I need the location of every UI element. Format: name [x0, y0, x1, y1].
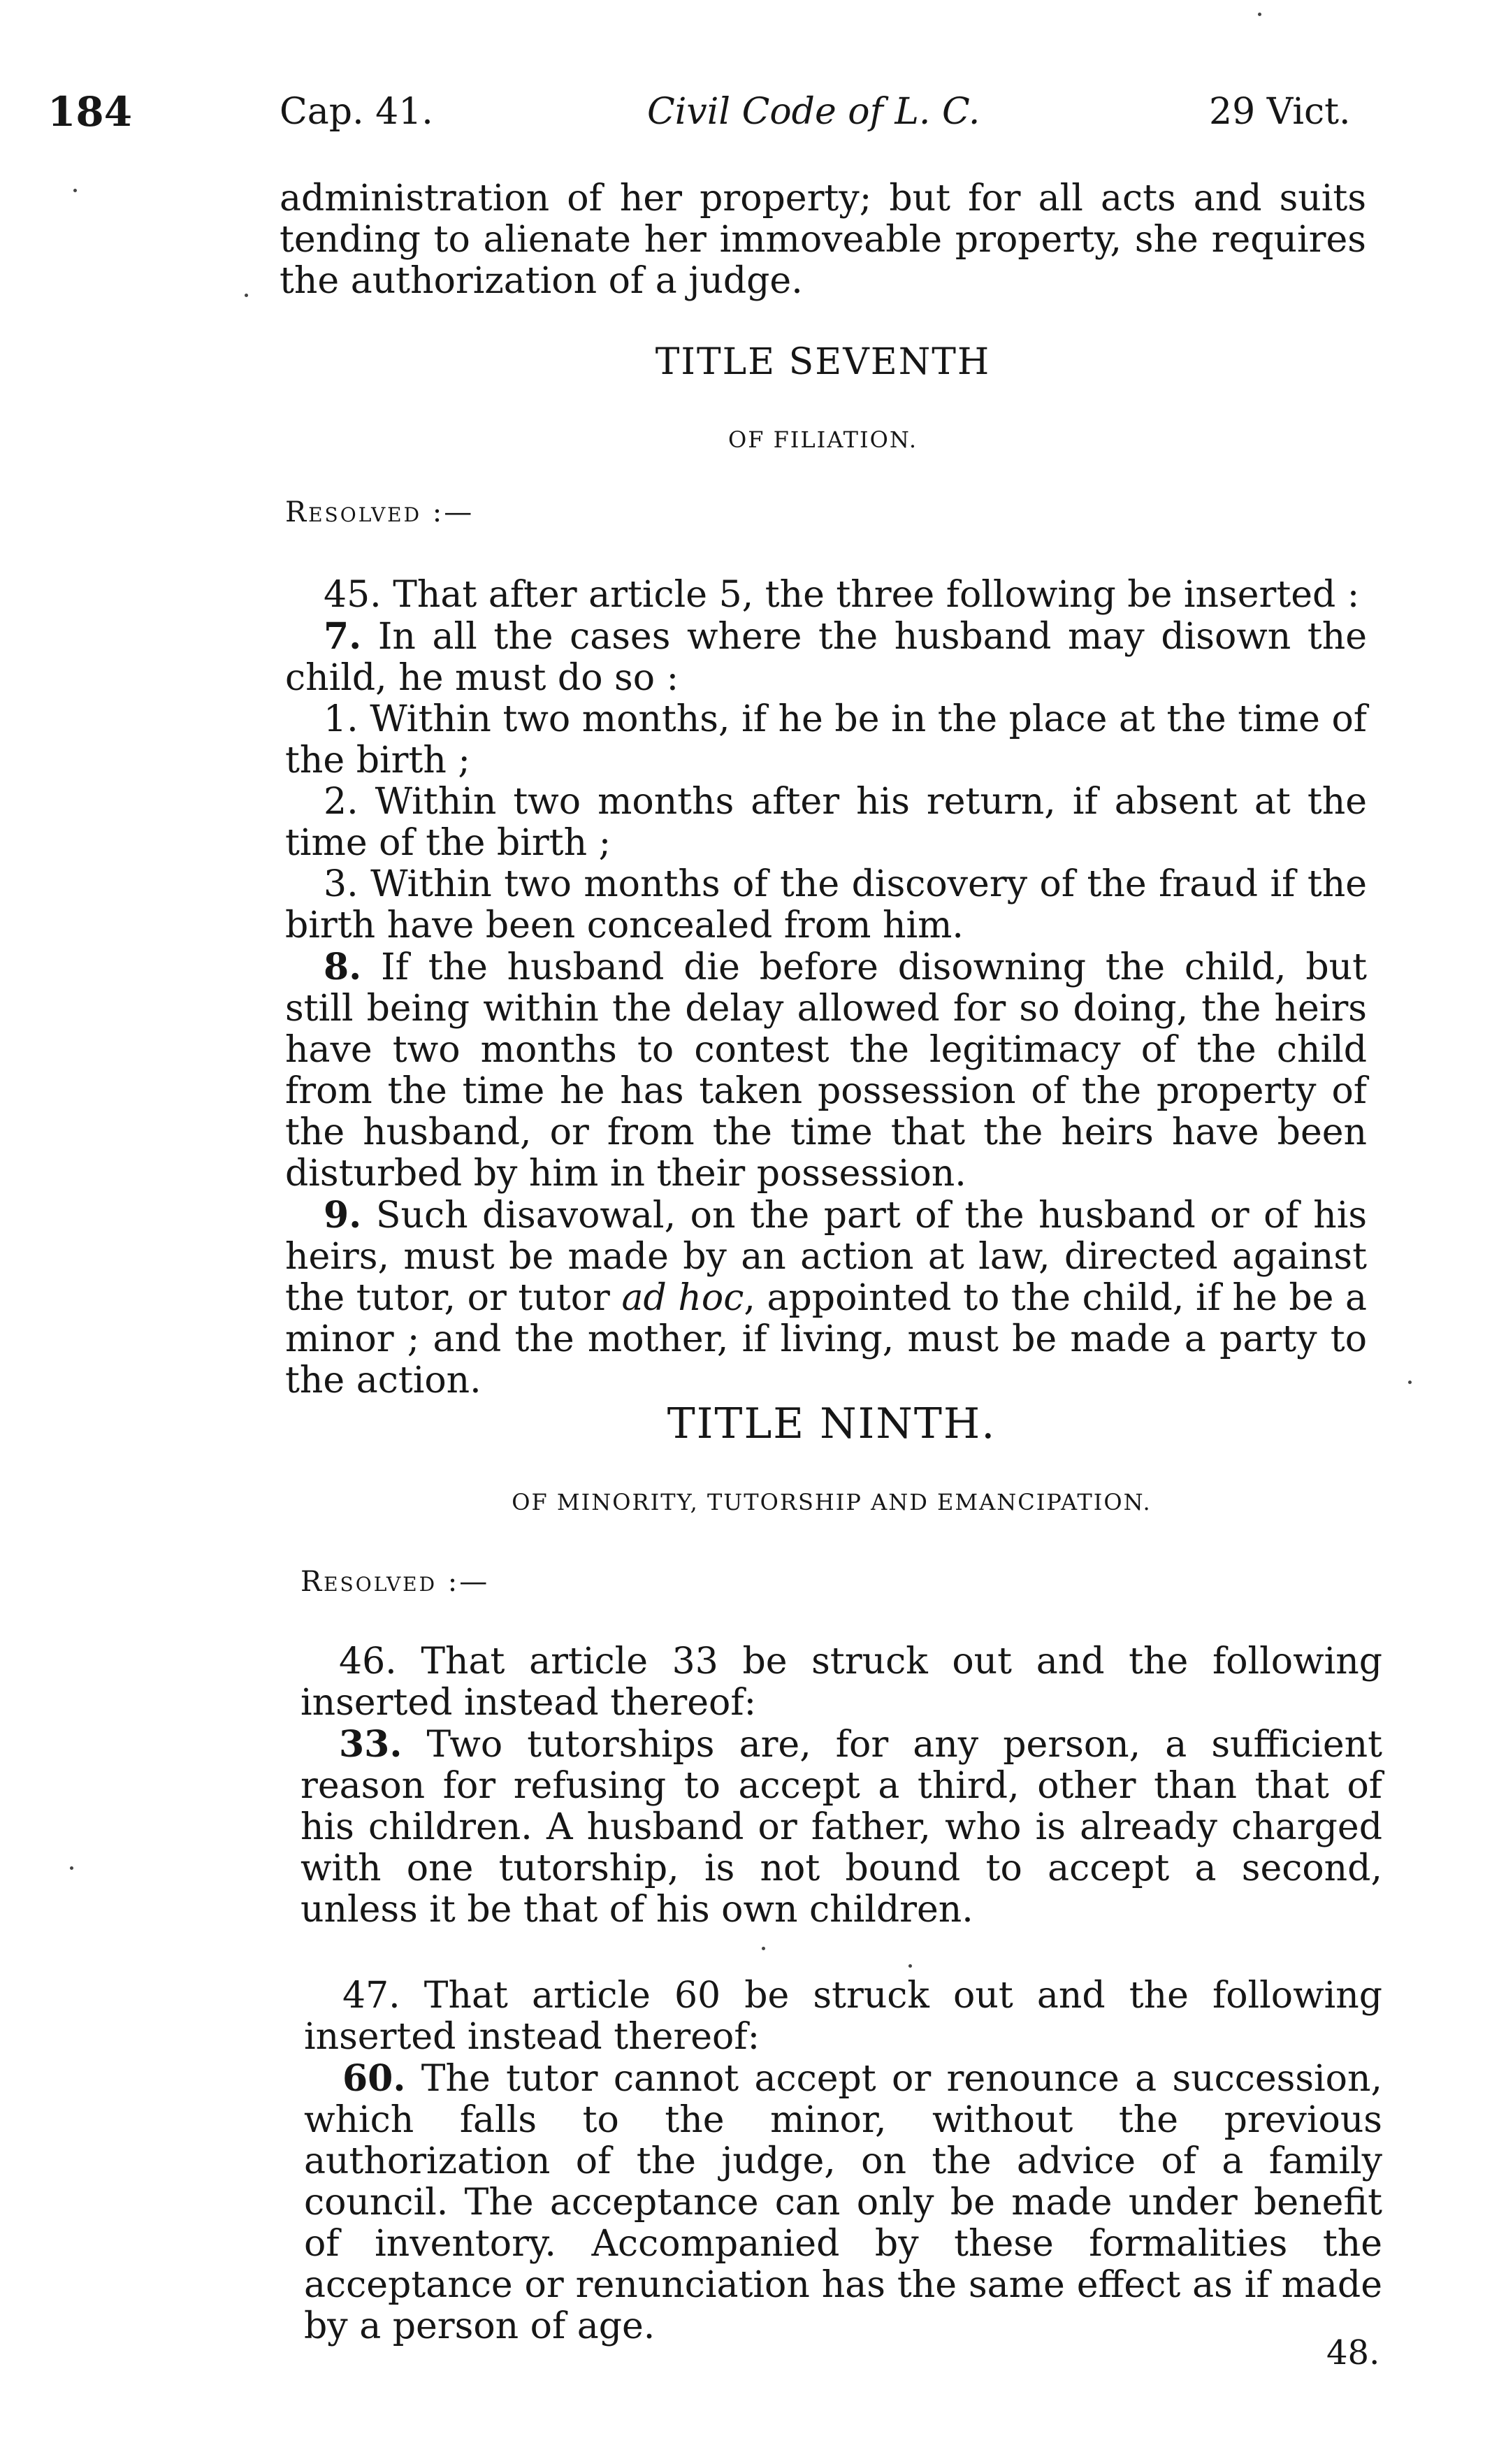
article-33-text: Two tutorships are, for any person, a sufficient reason for refusing to accept a third, other than that of his children. A husband or father, who is already charged with one tutorship, is not bound to accept a second, unless it be that of his own children. — [300, 1724, 1382, 1931]
running-title: Civil Code of L. C. — [647, 91, 980, 133]
article-7-item-1: 1. Within two months, if he be in the place at the time of the birth ; — [285, 698, 1367, 781]
article-9-text-post: , appointed to the child, if he be a minor ; and the mother, if living, must be made a party to the action. — [285, 1277, 1368, 1402]
resolved-label-2: Resolved :— — [300, 1566, 490, 1598]
scan-speck — [1408, 1381, 1412, 1384]
article-33-number: 33. — [339, 1723, 403, 1766]
article-60-number: 60. — [342, 2057, 406, 2100]
opening-text: administration of her property; but for all acts and suits tending to alienate her immoveable property, she requires the authorization of a judge. — [280, 178, 1366, 302]
article-9-italic: ad hoc — [621, 1277, 744, 1319]
page-number: 184 — [48, 88, 133, 136]
article-8 — [285, 946, 1367, 1195]
catchword: 48. — [1326, 2333, 1380, 2372]
article-7-text: In all the cases where the husband may disown the child, he must do so : — [285, 616, 1367, 699]
title-seventh-body — [285, 575, 1367, 1402]
scan-speck — [73, 189, 77, 192]
article-7 — [285, 616, 1367, 699]
scan-speck — [908, 1964, 912, 1968]
article-60-text: The tutor cannot accept or renounce a succession, which falls to the minor, without the previous authorization of the judge, on the advice of a family council. The acceptance can only be made under benefit of inventory. Accompanied by these formalities the acceptance or renunciation has the same effect as if made by a person of age. — [304, 2058, 1382, 2347]
article-7-item-3: 3. Within two months of the discovery of the fraud if the birth have been concealed from him. — [285, 863, 1367, 946]
title-ninth-body-47 — [304, 1975, 1382, 2347]
article-8-text: If the husband die before disowning the child, but still being within the delay allowed for so doing, the heirs have two months to contest the legitimacy of the child from the time he has taken possession of the property of the husband, or from the time that the heirs have been disturbed by him in their possession. — [285, 946, 1367, 1195]
article-7-item-2: 2. Within two months after his return, if absent at the time of the birth ; — [285, 781, 1367, 864]
article-7-number: 7. — [324, 615, 362, 658]
scan-speck — [1258, 13, 1261, 16]
resolved-label-1: Resolved :— — [285, 496, 475, 528]
title-seventh-subheading: OF FILIATION. — [727, 426, 918, 453]
title-ninth-subheading: OF MINORITY, TUTORSHIP AND EMANCIPATION. — [512, 1489, 1152, 1515]
title-ninth-body-46 — [300, 1641, 1382, 1931]
title-seventh-heading: TITLE SEVENTH — [655, 341, 991, 383]
regnal-year: 29 Vict. — [1209, 91, 1351, 133]
article-9 — [285, 1195, 1367, 1402]
resolution-46: 46. That article 33 be struck out and the following inserted instead thereof: — [300, 1641, 1382, 1724]
article-9-text-pre: Such disavowal, on the part of the husband or of his heirs, must be made by an action at law, directed against the tutor, or tutor — [285, 1195, 1368, 1319]
article-60 — [304, 2058, 1382, 2347]
article-8-number: 8. — [324, 946, 362, 988]
title-ninth-heading: TITLE NINTH. — [667, 1399, 997, 1448]
scan-speck — [245, 294, 248, 297]
scan-speck — [70, 1866, 73, 1870]
scan-speck — [762, 1947, 765, 1950]
article-9-number: 9. — [324, 1194, 362, 1237]
resolution-47: 47. That article 60 be struck out and the following inserted instead thereof: — [304, 1975, 1382, 2058]
resolution-45: 45. That after article 5, the three following be inserted : — [324, 574, 1360, 616]
article-33 — [300, 1724, 1382, 1931]
chapter-label: Cap. 41. — [280, 91, 433, 133]
opening-paragraph — [280, 178, 1366, 302]
